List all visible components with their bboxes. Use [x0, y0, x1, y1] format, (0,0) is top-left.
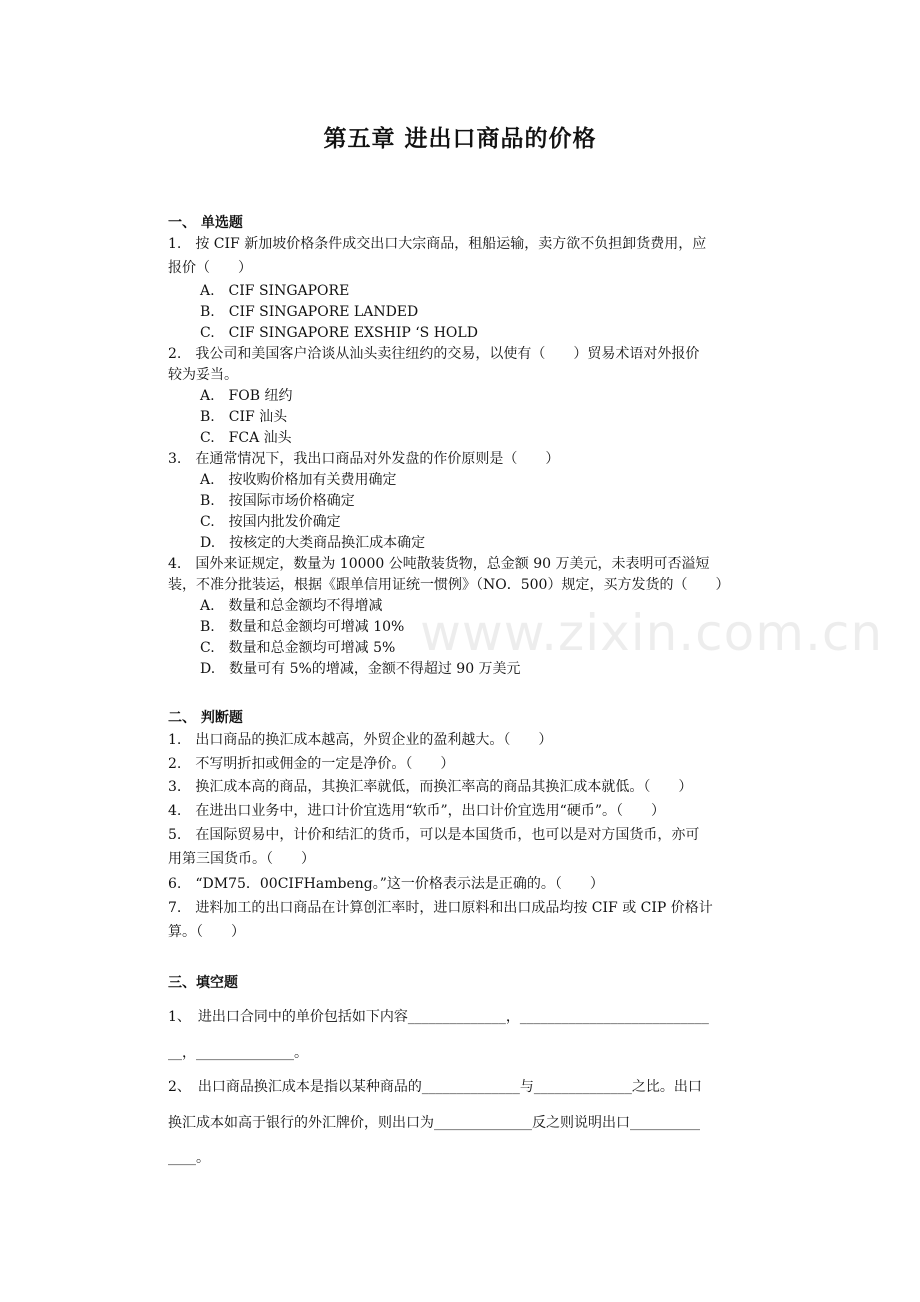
section-heading-single-choice: 一、 单选题: [168, 215, 243, 231]
tf-item-7-line-2: 算。（ ）: [168, 924, 245, 940]
tf-item-5-line-1: 5. 在国际贸易中，计价和结汇的货币，可以是本国货币，也可以是对方国货币，亦可: [168, 827, 700, 843]
question-4-line-2: 装，不准分批装运，根据《跟单信用证统一惯例》（NO．500）规定，买方发货的（ ）: [168, 577, 730, 593]
question-1-line-2: 报价（ ）: [168, 260, 252, 276]
question-1-option-b: B. CIF SINGAPORE LANDED: [200, 304, 419, 320]
question-2-option-c: C. FCA 汕头: [200, 430, 292, 446]
question-1-option-a: A. CIF SINGAPORE: [200, 283, 350, 299]
tf-item-1: 1. 出口商品的换汇成本越高，外贸企业的盈利越大。（ ）: [168, 732, 553, 748]
question-2-line-1: 2. 我公司和美国客户洽谈从汕头卖往纽约的交易，以使有（ ）贸易术语对外报价: [168, 346, 700, 362]
tf-item-7-line-1: 7. 进料加工的出口商品在计算创汇率时，进口原料和出口成品均按 CIF 或 CIP 价格计: [168, 900, 713, 916]
tf-item-5-line-2: 用第三国货币。（ ）: [168, 851, 315, 867]
tf-item-3: 3. 换汇成本高的商品，其换汇率就低，而换汇率高的商品其换汇成本就低。（ ）: [168, 779, 693, 795]
question-1-option-c: C. CIF SINGAPORE EXSHIP ‘S HOLD: [200, 325, 478, 341]
tf-item-6: 6. “DM75．00CIFHambeng。”这一价格表示法是正确的。（ ）: [168, 876, 604, 892]
question-2-option-a: A. FOB 纽约: [200, 388, 293, 404]
page-title: 第五章 进出口商品的价格: [323, 126, 597, 152]
question-4-option-b: B. 数量和总金额均可增减 10%: [200, 619, 405, 635]
question-4-option-d: D. 数量可有 5%的增减，金额不得超过 90 万美元: [200, 661, 521, 677]
question-3-option-a: A. 按收购价格加有关费用确定: [200, 472, 397, 488]
question-4-option-a: A. 数量和总金额均不得增减: [200, 598, 383, 614]
question-3-option-b: B. 按国际市场价格确定: [200, 493, 355, 509]
question-2-line-2: 较为妥当。: [168, 367, 238, 383]
question-4-line-1: 4. 国外来证规定，数量为 10000 公吨散装货物，总金额 90 万美元，未表明可否溢短: [168, 556, 710, 572]
question-1-line-1: 1. 按 CIF 新加坡价格条件成交出口大宗商品，租船运输，卖方欲不负担卸货费用，应: [168, 236, 707, 252]
question-4-option-c: C. 数量和总金额均可增减 5%: [200, 640, 396, 656]
question-3-line-1: 3. 在通常情况下，我出口商品对外发盘的作价原则是（ ）: [168, 451, 560, 467]
fill-item-2-line-1: 2、 出口商品换汇成本是指以某种商品的______________与______________之比。出口: [168, 1079, 702, 1095]
fill-item-2-line-2: 换汇成本如高于银行的外汇牌价，则出口为______________反之则说明出口__________: [168, 1115, 700, 1131]
watermark: www.zixin.com.cn: [420, 604, 884, 662]
section-heading-true-false: 二、 判断题: [168, 710, 243, 726]
question-2-option-b: B. CIF 汕头: [200, 409, 288, 425]
section-heading-fill-blank: 三、填空题: [168, 975, 238, 991]
tf-item-2: 2. 不写明折扣或佣金的一定是净价。（ ）: [168, 756, 455, 772]
question-3-option-d: D. 按核定的大类商品换汇成本确定: [200, 535, 426, 551]
fill-item-2-line-3: ____。: [168, 1150, 210, 1166]
fill-item-1-line-2: __，______________。: [168, 1045, 308, 1061]
question-3-option-c: C. 按国内批发价确定: [200, 514, 341, 530]
tf-item-4: 4. 在进出口业务中，进口计价宜选用“软币”，出口计价宜选用“硬币”。（ ）: [168, 803, 665, 819]
fill-item-1-line-1: 1、 进出口合同中的单价包括如下内容______________，___________________________: [168, 1009, 709, 1025]
